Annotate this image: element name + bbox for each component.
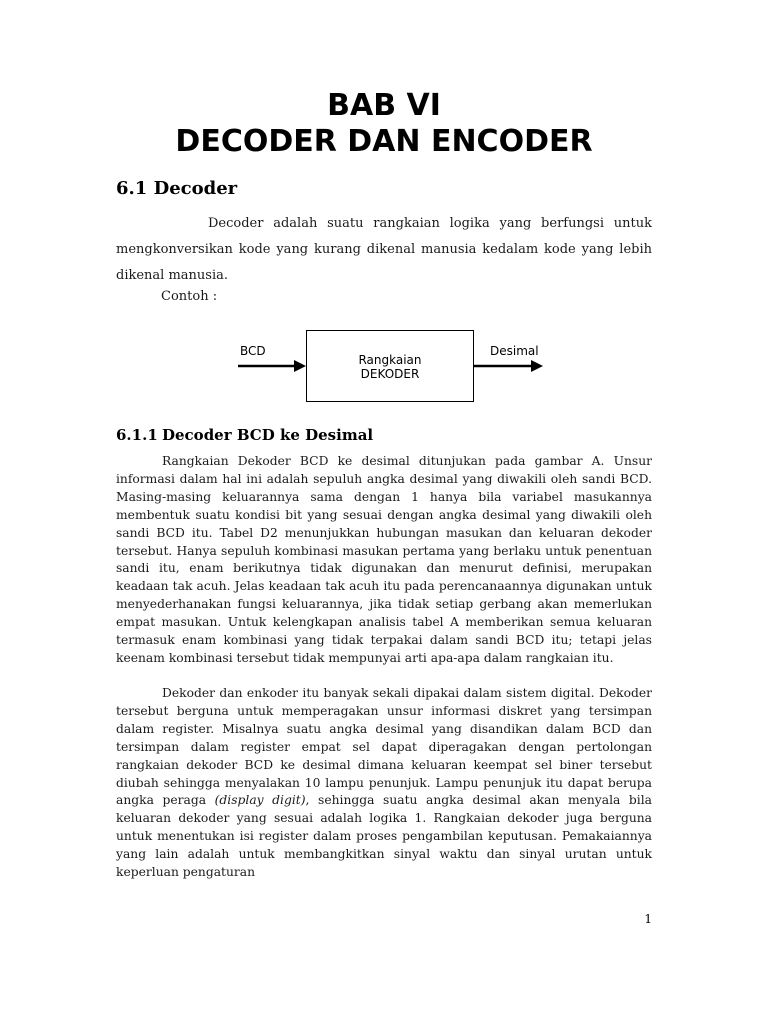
decoder-block-diagram bbox=[236, 330, 552, 410]
decoder-box bbox=[306, 330, 474, 402]
input-arrow bbox=[238, 360, 306, 372]
chapter-title: DECODER DAN ENCODER bbox=[175, 124, 593, 159]
body-paragraph-1: Rangkaian Dekoder BCD ke desimal ditunjukan pada gambar A. Unsur informasi dalam hal ini adalah sepuluh angka desimal yang diwakili oleh sandi BCD. Masing-masing keluarannya sama dengan 1 hanya bila variabel masukannya membentuk suatu kondisi bit yang sesuai dengan angka desimal yang diwakili oleh sandi BCD itu. Tabel D2 menunjukkan hubungan masukan dan keluaran dekoder tersebut. Hanya sepuluh kombinasi masukan pertama yang berlaku untuk penentuan sandi itu, enam berikutnya tidak digunakan dan menurut definisi, merupakan keadaan tak acuh. Jelas keadaan tak acuh itu pada perencanaannya digunakan untuk menyederhanakan fungsi keluarannya, jika tidak setiap gerbang akan memerlukan empat masukan. Untuk kelengkapan analisis tabel A memberikan semua keluaran termasuk enam kombinasi yang tidak terpakai dalam sandi BCD itu; tetapi jelas keenam kombinasi tersebut tidak mempunyai arti apa-apa dalam rangkaian itu. bbox=[116, 454, 652, 665]
page-number: 1 bbox=[644, 912, 652, 926]
subsection-number: 6.1.1 bbox=[116, 426, 158, 444]
subsection-title: Decoder BCD ke Desimal bbox=[162, 426, 374, 444]
display-digit-term: (display digit) bbox=[214, 793, 306, 808]
intro-paragraph: Decoder adalah suatu rangkaian logika yang berfungsi untuk mengkonversikan kode yang kurang dikenal manusia kedalam kode yang lebih dikenal manusia. bbox=[116, 216, 652, 283]
body-paragraph-2-part-b: , sehingga suatu angka desimal akan menyala bila keluaran dekoder yang sesuai adalah logika 1. Rangkaian dekoder juga berguna untuk menentukan isi register dalam proses pengambilan keputusan. Pemakaiannya yang lain adalah untuk membangkitkan sinyal waktu dan sinyal urutan untuk keperluan pengaturan bbox=[116, 793, 652, 880]
chapter-number: BAB VI bbox=[327, 88, 441, 123]
body-paragraph-2-part-a: Dekoder dan enkoder itu banyak sekali dipakai dalam sistem digital. Dekoder tersebut berguna untuk memperagakan unsur informasi diskret yang tersimpan dalam register. Misalnya suatu angka desimal yang disandikan dalam BCD dan tersimpan dalam register empat sel dapat diperagakan dengan pertolongan rangkaian dekoder BCD ke desimal dimana keluaran keempat sel biner tersebut diubah sehingga menyalakan 10 lampu penunjuk. Lampu penunjuk itu dapat berupa angka peraga bbox=[116, 686, 652, 808]
example-label: Contoh : bbox=[161, 289, 218, 304]
subsection-heading bbox=[116, 424, 373, 446]
decoder-box-line2: DEKODER bbox=[360, 367, 420, 381]
decoder-box-line1: Rangkaian bbox=[358, 353, 422, 367]
output-arrow bbox=[474, 360, 543, 372]
section-heading-decoder: 6.1 Decoder bbox=[116, 178, 238, 199]
body-paragraph-2 bbox=[116, 685, 652, 882]
input-label: BCD bbox=[240, 344, 266, 358]
output-label: Desimal bbox=[490, 344, 539, 358]
